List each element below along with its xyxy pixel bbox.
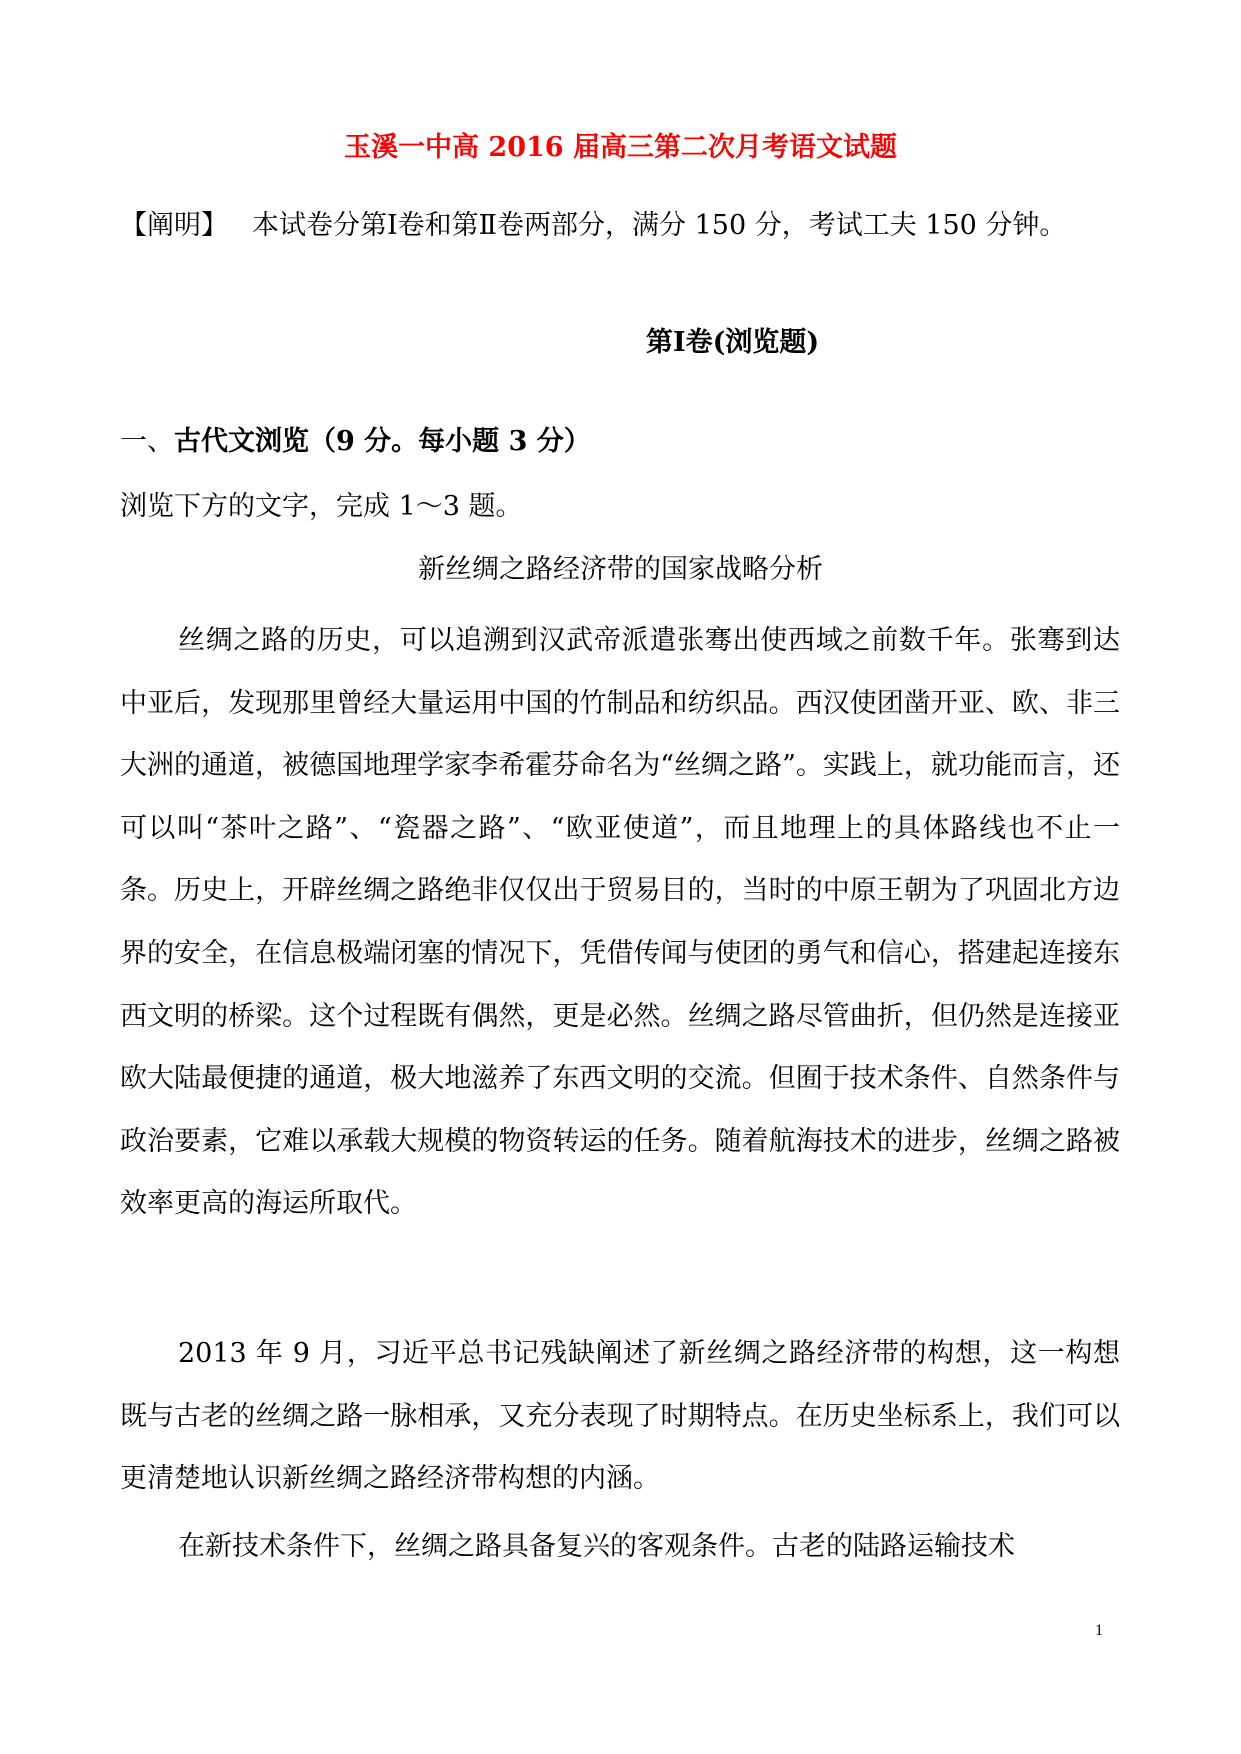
part-heading: [120, 422, 591, 462]
article-paragraph: 丝绸之路的历史，可以追溯到汉武帝派遣张骞出使西域之前数千年。张骞到达中亚后，发现那里曾经大量运用中国的竹制品和纺织品。西汉使团凿开亚、欧、非三大洲的通道，被德国地理学家李希霍芬命名为“丝绸之路”。实践上，就功能而言，还可以叫“茶叶之路”、“瓷器之路”、“欧亚使道”，而且地理上的具体路线也不止一条。历史上，开辟丝绸之路绝非仅仅出于贸易目的，当时的中原王朝为了巩固北方边界的安全，在信息极端闭塞的情况下，凭借传闻与使团的勇气和信心，搭建起连接东西文明的桥梁。这个过程既有偶然，更是必然。丝绸之路尽管曲折，但仍然是连接亚欧大陆最便捷的通道，极大地滋养了东西文明的交流。但囿于技术条件、自然条件与政治要素，它难以承载大规模的物资转运的任务。随着航海技术的进步，丝绸之路被效率更高的海运所取代。: [120, 625, 1120, 1220]
note-text: 本试卷分第Ⅰ卷和第Ⅱ卷两部分，满分 150 分，考试工夫 150 分钟。: [252, 210, 1067, 241]
part-heading-prefix: 一、: [120, 426, 174, 457]
part-heading-text: 古代文浏览（9 分。每小题 3 分）: [174, 426, 591, 457]
article-title: 新丝绸之路经济带的国家战略分析: [418, 554, 823, 585]
reading-instruction: 浏览下方的文字，完成 1～3 题。: [120, 491, 523, 522]
note-label: 【阐明】: [120, 210, 228, 241]
exam-note: [120, 195, 1120, 257]
document-title: 玉溪一中高 2016 届高三第二次月考语文试题: [344, 132, 897, 163]
article-paragraph: 在新技术条件下，丝绸之路具备复兴的客观条件。古老的陆路运输技术: [178, 1531, 1015, 1562]
section-title: 第Ⅰ卷(浏览题): [646, 327, 820, 358]
page-number: 1: [1095, 1622, 1103, 1639]
article-paragraph: 2013 年 9 月，习近平总书记残缺阐述了新丝绸之路经济带的构想，这一构想既与古老的丝绸之路一脉相承，又充分表现了时期特点。在历史坐标系上，我们可以更清楚地认识新丝绸之路经济带构想的内涵。: [120, 1338, 1120, 1495]
